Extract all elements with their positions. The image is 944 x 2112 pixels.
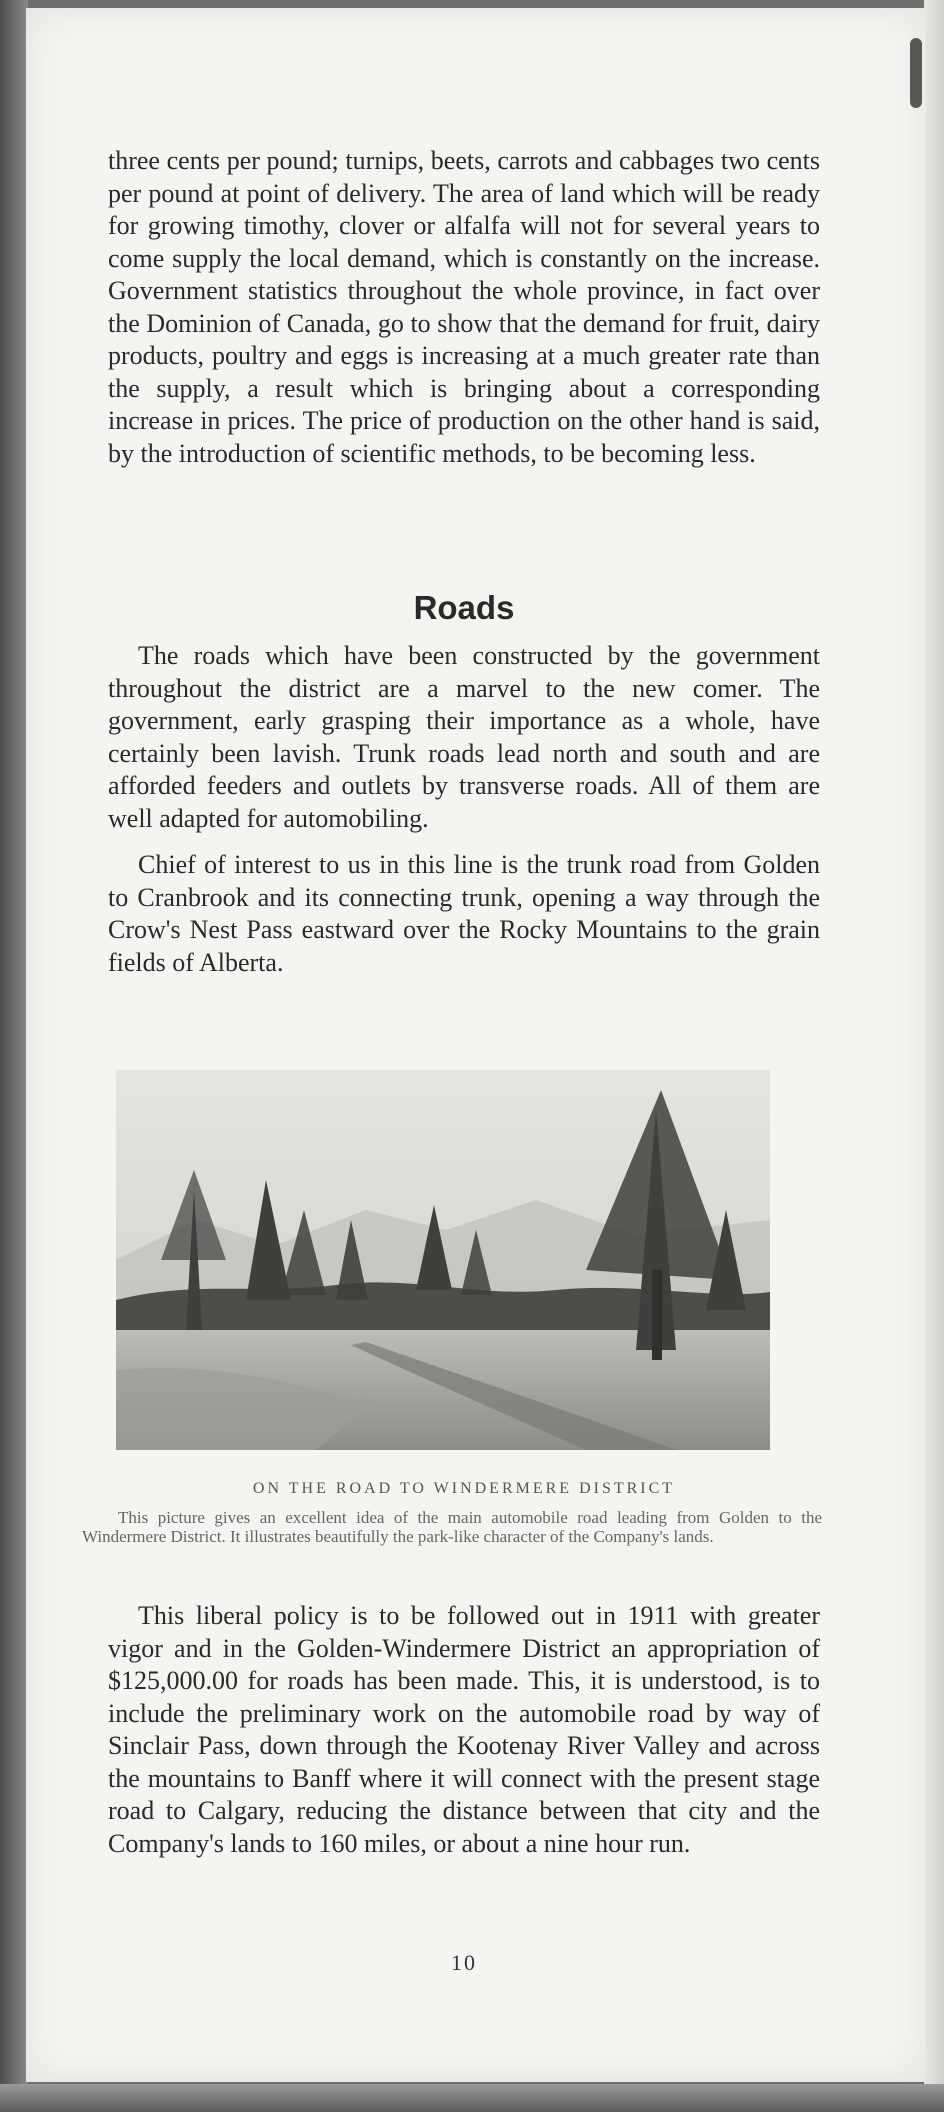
- section-heading-roads: Roads: [413, 589, 515, 626]
- scan-bottom-edge: [0, 2084, 944, 2112]
- paragraph-produce-prices: three cents per pound; turnips, beets, carrots and cabbages two cents per pound at point of delivery. The area of land which will be ready for growing timothy, clover or alfalfa will not for several years to come supply the local demand, which is constantly on the increase. Government statistics throughout the whole province, in fact over the Dominion of Canada, go to show that the demand for fruit, dairy products, poultry and eggs is increasing at a much greater rate than the supply, a result which is bringing about a corresponding increase in prices. The price of production on the other hand is said, by the introduction of scientific methods, to be becoming less.: [108, 146, 820, 468]
- road-photo: [116, 1070, 770, 1450]
- scan-right-edge: [924, 0, 944, 2112]
- photo-caption-text: This picture gives an excellent idea of the main automobile road leading from Golden to the Windermere District. It illustrates beautifully the park-like character of the Company's lands.: [82, 1508, 822, 1546]
- paragraph-roads-government: The roads which have been constructed by the government throughout the district are a marvel to the new comer. The government, early grasping their importance as a whole, have certainly been lavish. Trunk roads lead north and south and are afforded feeders and outlets by transverse roads. All of them are well adapted for automobiling.: [108, 641, 820, 833]
- page-number: 10: [451, 1950, 477, 1975]
- road-photo-image: [116, 1070, 770, 1450]
- text-block-roads: [108, 640, 820, 979]
- paragraph-trunk-road: Chief of interest to us in this line is the trunk road from Golden to Cranbrook and its connecting trunk, opening a way through the Crow's Nest Pass eastward over the Rocky Mountains to the grain fields of Alberta.: [108, 850, 820, 977]
- binding-mark: [910, 38, 922, 108]
- text-block-bottom: [108, 1600, 820, 1860]
- scan-left-edge: [0, 0, 28, 2112]
- paragraph-liberal-policy: This liberal policy is to be followed out in 1911 with greater vigor and in the Golden-Windermere District an appropriation of $125,000.00 for roads has been made. This, it is understood, is to include the preliminary work on the automobile road by way of Sinclair Pass, down through the Kootenay River Valley and across the mountains to Banff where it will connect with the present stage road to Calgary, reducing the distance between that city and the Company's lands to 160 miles, or about a nine hour run.: [108, 1601, 820, 1858]
- photo-caption-title: ON THE ROAD TO WINDERMERE DISTRICT: [252, 1480, 676, 1497]
